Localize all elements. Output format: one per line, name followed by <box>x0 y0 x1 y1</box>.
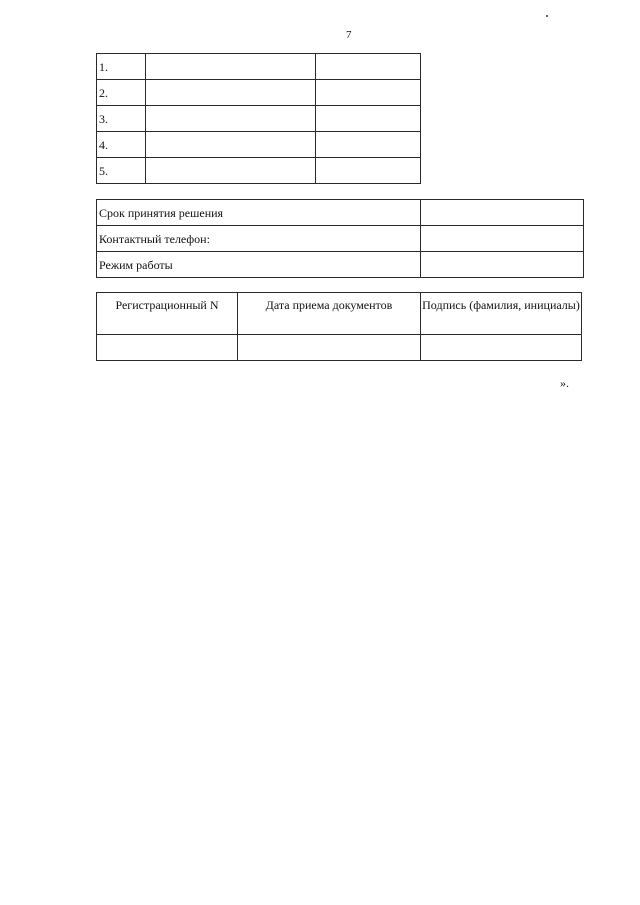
info-table <box>96 199 584 278</box>
table-row <box>97 132 421 158</box>
page-number: 7 <box>346 29 352 41</box>
contact-phone-value <box>420 226 583 252</box>
row-number: 3. <box>97 106 146 132</box>
table-cell <box>315 106 420 132</box>
table-cell <box>315 54 420 80</box>
registration-number-cell <box>97 335 238 361</box>
row-number: 4. <box>97 132 146 158</box>
table-cell <box>145 80 315 106</box>
row-number: 2. <box>97 80 146 106</box>
table-cell <box>145 158 315 184</box>
row-number: 1. <box>97 54 146 80</box>
receipt-date-cell <box>238 335 421 361</box>
table-row <box>97 158 421 184</box>
table-row <box>97 80 421 106</box>
signature-cell <box>421 335 582 361</box>
numbered-list-table <box>96 53 421 184</box>
registration-number-header: Регистрационный N <box>97 293 238 335</box>
registration-table <box>96 292 582 361</box>
closing-quote: ». <box>560 376 569 390</box>
table-cell <box>145 54 315 80</box>
decision-deadline-value <box>420 200 583 226</box>
scan-artifact-dot <box>546 15 548 17</box>
table-cell <box>315 158 420 184</box>
row-number: 5. <box>97 158 146 184</box>
table-header-row <box>97 293 582 335</box>
decision-deadline-label: Срок принятия решения <box>97 200 421 226</box>
table-cell <box>145 132 315 158</box>
table-row <box>97 54 421 80</box>
table-row <box>97 226 584 252</box>
table-cell <box>315 80 420 106</box>
table-row <box>97 335 582 361</box>
working-hours-value <box>420 252 583 278</box>
table-cell <box>145 106 315 132</box>
table-row <box>97 200 584 226</box>
contact-phone-label: Контактный телефон: <box>97 226 421 252</box>
table-cell <box>315 132 420 158</box>
table-row <box>97 106 421 132</box>
signature-header: Подпись (фамилия, инициалы) <box>421 293 582 335</box>
receipt-date-header: Дата приема документов <box>238 293 421 335</box>
table-row <box>97 252 584 278</box>
working-hours-label: Режим работы <box>97 252 421 278</box>
